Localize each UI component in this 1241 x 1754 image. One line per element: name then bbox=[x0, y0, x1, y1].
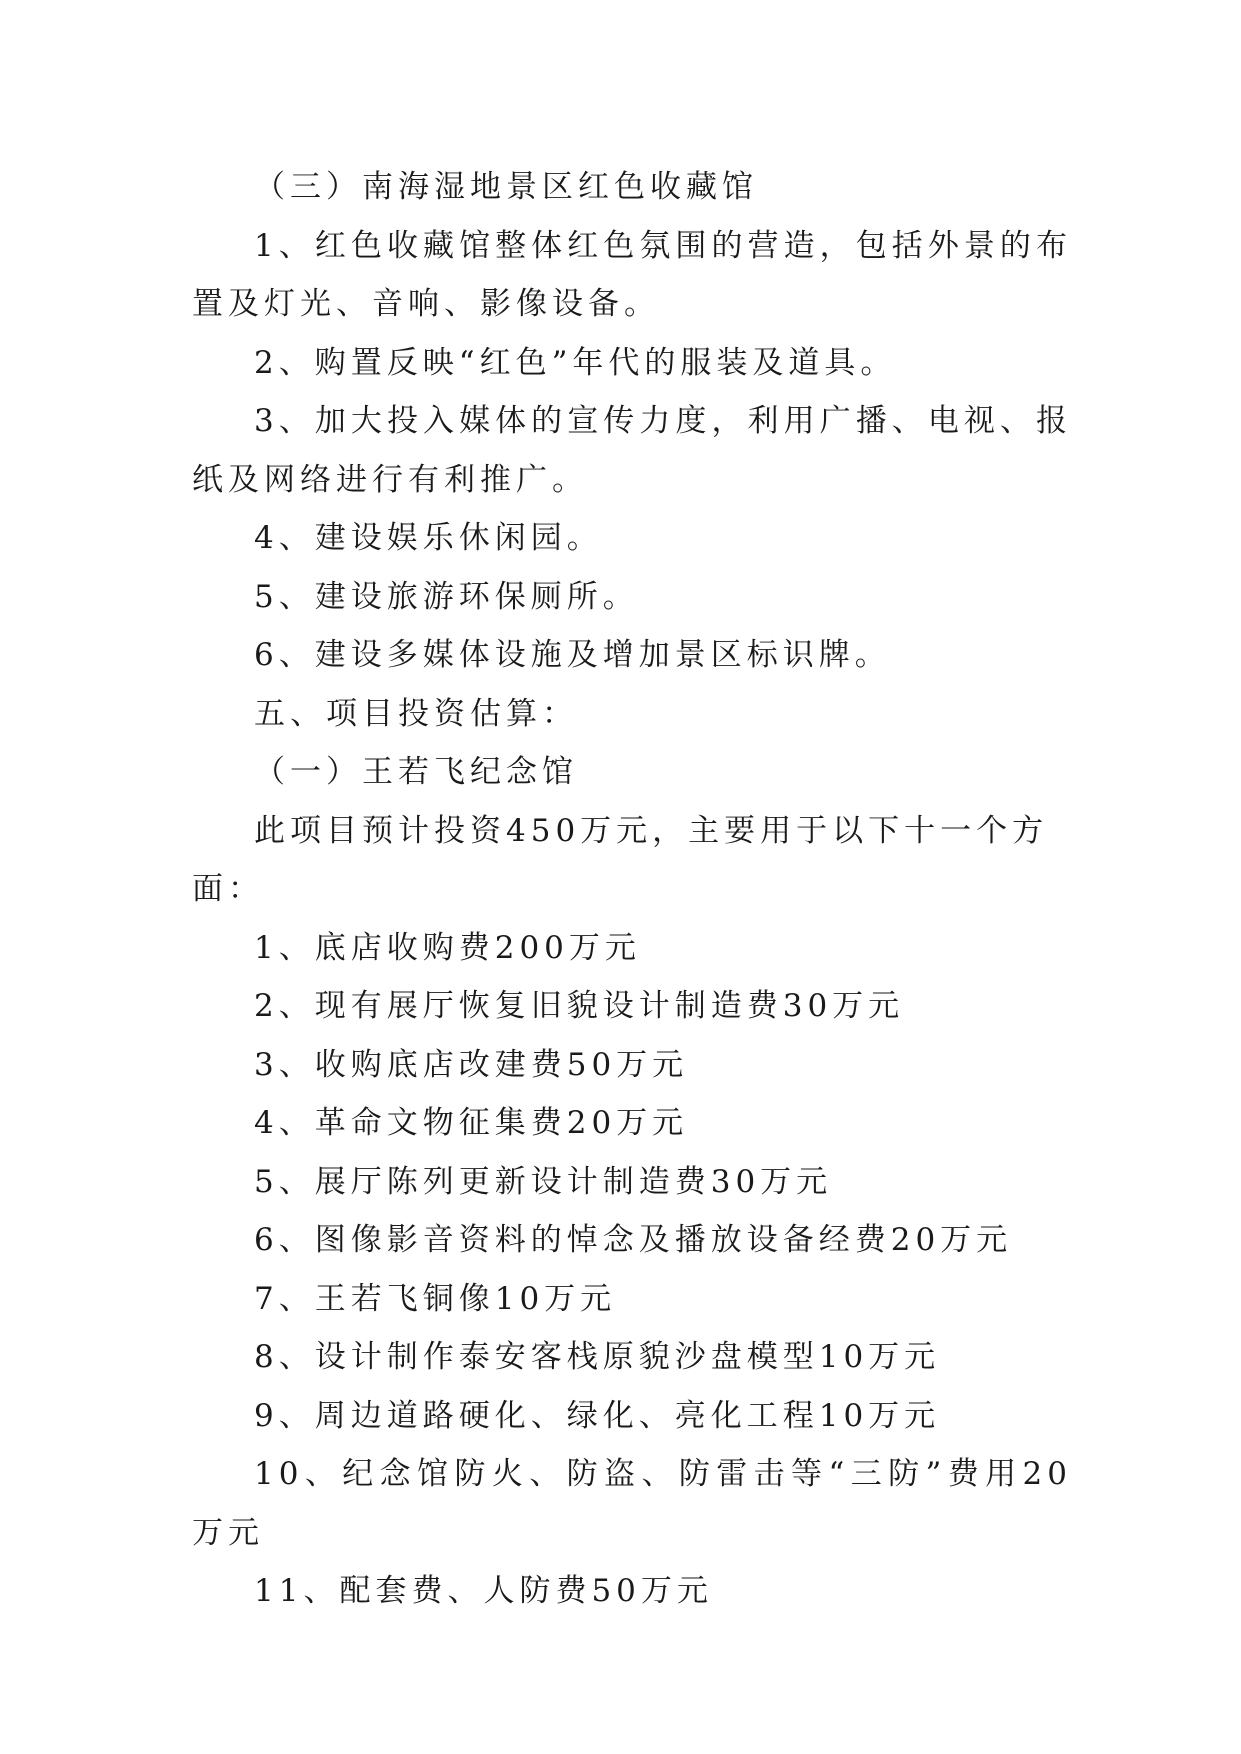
list-item: 9、周边道路硬化、绿化、亮化工程10万元 bbox=[254, 1397, 941, 1434]
list-item: 5、建设旅游环保厕所。 bbox=[254, 578, 639, 615]
list-item: 3、收购底店改建费50万元 bbox=[254, 1046, 689, 1083]
list-item: 6、图像影音资料的悼念及播放设备经费20万元 bbox=[254, 1222, 1013, 1258]
list-item: 1、底店收购费200万元 bbox=[254, 929, 641, 966]
list-item: 11、配套费、人防费50万元 bbox=[254, 1573, 713, 1609]
list-item: 6、建设多媒体设施及增加景区标识牌。 bbox=[254, 637, 891, 673]
list-item: 8、设计制作泰安客栈原貌沙盘模型10万元 bbox=[254, 1339, 941, 1375]
list-item: 2、购置反映“红色”年代的服装及道具。 bbox=[254, 344, 897, 381]
section-heading-wang-ruofei-memorial: （一）王若飞纪念馆 bbox=[254, 754, 578, 790]
list-item: 4、建设娱乐休闲园。 bbox=[254, 520, 603, 556]
list-item: 10、纪念馆防火、防盗、防雷击等“三防”费用20万元 bbox=[192, 1456, 1072, 1551]
list-item: 4、革命文物征集费20万元 bbox=[254, 1105, 689, 1141]
intro-paragraph: 此项目预计投资450万元，主要用于以下十一个方面： bbox=[192, 812, 1049, 907]
document-body bbox=[192, 158, 1072, 1621]
list-item: 1、红色收藏馆整体红色氛围的营造，包括外景的布置及灯光、音响、影像设备。 bbox=[192, 227, 1072, 322]
list-item: 7、王若飞铜像10万元 bbox=[254, 1280, 617, 1317]
list-item: 2、现有展厅恢复旧貌设计制造费30万元 bbox=[254, 988, 905, 1024]
section-heading-red-collection-hall: （三）南海湿地景区红色收藏馆 bbox=[254, 169, 758, 205]
section-heading-investment-estimate: 五、项目投资估算： bbox=[254, 695, 578, 732]
list-item: 5、展厅陈列更新设计制造费30万元 bbox=[254, 1163, 833, 1200]
list-item: 3、加大投入媒体的宣传力度，利用广播、电视、报纸及网络进行有利推广。 bbox=[192, 403, 1072, 498]
